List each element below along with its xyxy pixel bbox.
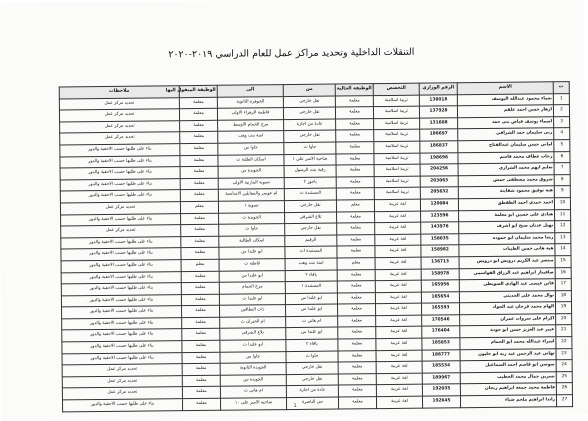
cell-job: معلمة — [338, 373, 376, 385]
cell-spec: تربية اسلامية — [373, 95, 419, 107]
cell-to: اسكان الطلبة ث — [218, 154, 284, 166]
cell-seq: 1 — [553, 93, 569, 105]
cell-req-job: معلمة — [182, 352, 220, 364]
cell-name: اماني حسن سليمان عبدالفتاح — [458, 140, 554, 153]
cell-job: معلمة — [336, 153, 374, 165]
cell-req-job: معلمة — [182, 398, 220, 410]
cell-req-job: معلمة — [181, 294, 219, 306]
cell-job: معلم — [336, 200, 374, 212]
cell-seq: 24 — [556, 360, 572, 372]
cell-job: معلمة — [338, 385, 376, 397]
cell-to: قاطنة ث — [219, 258, 285, 270]
cell-req-job: معلمة — [179, 97, 217, 109]
cell-id: 138018 — [419, 94, 457, 106]
cell-id: 205632 — [420, 187, 458, 199]
cell-name: ازهار حسن احمد علقم — [457, 105, 553, 118]
cell-to: ام الحيران ث — [220, 316, 286, 328]
cell-from: المستندة اث — [285, 246, 337, 258]
cell-spec: لغة عربية — [376, 350, 422, 362]
cell-notes: تحديد مركز عمل — [60, 202, 180, 215]
cell-notes: تحديد مركز عمل — [61, 225, 181, 238]
cell-id: 186777 — [422, 349, 460, 361]
cell-notes: بناء على طلبها حسب الاحقية والدور — [61, 213, 181, 226]
cell-seq: 13 — [555, 232, 571, 244]
cell-req-job: معلمة — [182, 329, 220, 341]
cell-to: جاوا س — [220, 351, 286, 363]
cell-notes: بناء على طلبها حسب الاحقية والدور — [60, 144, 180, 157]
cell-name: ربى سليمان حمد الشراقي — [458, 128, 554, 141]
cell-spec: تربية اسلامية — [374, 118, 420, 130]
cell-name: فاطمة محمد جمعة ابراهيم ريحان — [460, 383, 556, 396]
header-from: من — [283, 84, 335, 96]
transfers-table — [59, 81, 573, 412]
cell-notes: بناء على طلبها حسب الاحقية والدور — [61, 271, 181, 284]
cell-notes: تحديد مركز عمل — [62, 387, 182, 400]
cell-notes: بناء على طلبها حسب الاحقية والدور — [61, 260, 181, 273]
cell-seq: 17 — [555, 279, 571, 291]
cell-job: معلمة — [337, 281, 375, 293]
cell-name: راندا ابراهيم ملحم ضياء — [460, 395, 556, 408]
cell-seq: 7 — [554, 163, 570, 175]
cell-notes: بناء على طلبها حسب الاحقية والدور — [62, 352, 182, 365]
cell-to: ابو علندا ث — [220, 340, 286, 352]
cell-from: ياقاء ٢ — [285, 270, 337, 282]
cell-job: معلمة — [337, 269, 375, 281]
cell-to: امنة بنت وهب — [218, 131, 284, 143]
cell-to: ام عويمر والمقابلين الاساسية — [218, 189, 284, 201]
cell-seq: 16 — [555, 267, 571, 279]
cell-from: حي الناصرة — [286, 397, 338, 409]
cell-req-job: معلمة — [180, 132, 218, 144]
header-job: الوظيفة الحالية — [335, 84, 373, 96]
header-req-job: الوظيفة المنقول اليها — [179, 85, 217, 97]
cell-job: معلمة — [337, 292, 375, 304]
cell-name: رحاب عطاف محمد قاسم — [458, 151, 554, 164]
cell-req-job: معلمة — [182, 387, 220, 399]
cell-seq: 12 — [555, 221, 571, 233]
cell-req-job: معلمة — [182, 375, 220, 387]
cell-to: مرج الحمام — [219, 282, 285, 294]
cell-spec: لغة عربية — [375, 292, 421, 304]
cell-to: تسوية ١ — [218, 201, 284, 213]
cell-seq: 5 — [554, 140, 570, 152]
cell-req-job: معلمة — [180, 155, 218, 167]
cell-name: نعايم ايهم محمد الشراري — [458, 163, 554, 176]
cell-from: نقل خارجي — [284, 130, 336, 142]
cell-from: جاوا ث — [284, 142, 336, 154]
cell-job: معلمة — [337, 223, 375, 235]
cell-name: صافيناز ابراهيم عبد الرزاق القواسمي — [459, 267, 555, 280]
cell-notes: بناء على طلبها حسب الاحقية والدور — [61, 236, 181, 249]
cell-seq: 9 — [554, 186, 570, 198]
cell-job: معلمة — [338, 304, 376, 316]
cell-spec: لغة عربية — [376, 361, 422, 373]
cell-id: 165654 — [421, 291, 459, 303]
cell-to: الجويدة س — [220, 374, 286, 386]
cell-to: الجويدة ث — [219, 212, 285, 224]
cell-name: احمد حمدي احمد الطقطق — [458, 198, 554, 211]
header-seq: ت — [553, 82, 569, 94]
cell-id: 185853 — [422, 338, 460, 350]
cell-name: نسرين جمال محمد الخطيب — [460, 372, 556, 385]
cell-notes: بناء على طلبها حسب الاحقية والدور — [61, 248, 181, 261]
cell-from: نقل خارجي — [286, 362, 338, 374]
cell-to: ذات النطاقين — [220, 305, 286, 317]
cell-id: 158982 — [421, 245, 459, 257]
cell-from: رقية بنت الرسول — [284, 165, 336, 177]
cell-from: ابو علندا س — [286, 328, 338, 340]
cell-notes: تحديد مركز عمل — [62, 364, 182, 377]
cell-id: 120084 — [420, 199, 458, 211]
cell-name: فاتن عيسى عبد الهادي السويطي — [459, 279, 555, 292]
cell-spec: لغة عربية — [375, 257, 421, 269]
cell-name: هبة توفيق محمود شفاينة — [458, 186, 554, 199]
cell-from: عادة من اجازة — [286, 385, 338, 397]
cell-name: هنادي علي حسين ابو معلمة — [459, 209, 555, 222]
cell-id: 165956 — [421, 280, 459, 292]
cell-req-job: معلمة — [182, 364, 220, 376]
cell-notes: بناء على طلبها حسب الاحقية والدور — [62, 318, 182, 331]
cell-notes: بناء على طلبها حسب الاحقية والدور — [60, 155, 180, 168]
cell-req-job: معلمة — [180, 190, 218, 202]
cell-spec: تربية اسلامية — [374, 188, 420, 200]
cell-req-job: معلمة — [179, 108, 217, 120]
cell-from: جاوا ث — [286, 351, 338, 363]
cell-id: 165593 — [421, 303, 459, 315]
cell-spec: تربية اسلامية — [374, 164, 420, 176]
cell-seq: 3 — [554, 116, 570, 128]
cell-spec: لغة عربية — [376, 373, 422, 385]
cell-to: ابو علندا س — [219, 247, 285, 259]
cell-notes: بناء على طلبها حسب الاحقية والدور — [61, 294, 181, 307]
cell-req-job: معلمة — [181, 271, 219, 283]
cell-notes: بناء على طلبها حسب الاحقية والدور — [62, 306, 182, 319]
cell-req-job: معلمة — [181, 236, 219, 248]
cell-id: 143976 — [421, 222, 459, 234]
cell-req-job: معلمة — [182, 340, 220, 352]
cell-seq: 18 — [555, 290, 571, 302]
cell-from: امنة بنت وهب — [285, 258, 337, 270]
cell-req-job: معلمة — [181, 282, 219, 294]
cell-req-job: معلمة — [180, 143, 218, 155]
cell-spec: لغة عربية — [375, 280, 421, 292]
cell-job: معلمة — [338, 362, 376, 374]
cell-req-job: معلمة — [180, 178, 218, 190]
cell-notes: تحديد مركز عمل — [62, 376, 182, 389]
cell-name: اكرام علي سروات عمران — [460, 314, 556, 327]
cell-seq: 4 — [554, 128, 570, 140]
cell-seq: 11 — [555, 209, 571, 221]
cell-to: جاوا س — [218, 143, 284, 155]
document-title: التنقلات الداخلية وتحديد مراكز عمل للعام الدراسي ٢٠١٩-٢٠٢٠ — [168, 46, 415, 61]
cell-job: معلمة — [337, 211, 375, 223]
cell-id: 186697 — [420, 129, 458, 141]
cell-job: معلمة — [336, 188, 374, 200]
cell-seq: 22 — [556, 337, 572, 349]
cell-req-job: معلمة — [182, 306, 220, 318]
cell-spec: لغة عربية — [375, 303, 421, 315]
cell-to: مرج الحمام الاوسط — [218, 119, 284, 131]
cell-seq: 20 — [556, 313, 572, 325]
cell-job: معلمة — [335, 107, 373, 119]
cell-name: شروق محمد مصطفى حمش — [458, 175, 554, 188]
cell-from: المستندة ث — [284, 188, 336, 200]
cell-job: معلمة — [338, 327, 376, 339]
cell-notes: تحديد مركز عمل — [60, 132, 180, 145]
cell-notes: بناء على طلبها حسب الاحقية والدور — [60, 167, 180, 180]
cell-spec: لغة عربية — [375, 234, 421, 246]
cell-name: منتصر عبد الكريم درويش ابو درويش — [459, 256, 555, 269]
cell-job: معلمة — [336, 118, 374, 130]
cell-id: 158035 — [421, 233, 459, 245]
cell-name: الهام محمد فرحان عبد الجواد — [459, 302, 555, 315]
header-id: الرقم الوزاري — [419, 83, 457, 95]
cell-job: معلمة — [337, 246, 375, 258]
cell-from: ابو علندا س — [285, 293, 337, 305]
cell-seq: 8 — [554, 174, 570, 186]
cell-req-job: معلم — [181, 259, 219, 271]
cell-name: عبير عبد العزيز حسن ابو جودة — [460, 325, 556, 338]
cell-spec: تربية اسلامية — [374, 153, 420, 165]
cell-seq: 2 — [553, 105, 569, 117]
cell-from: المستندة ١ — [285, 281, 337, 293]
cell-req-job: معلمة — [181, 213, 219, 225]
cell-spec: لغة عربية — [374, 199, 420, 211]
cell-spec: لغة عربية — [376, 315, 422, 327]
cell-id: 137928 — [419, 106, 457, 118]
cell-spec: تربية اسلامية — [374, 176, 420, 188]
cell-from: عادة من اجازة — [284, 119, 336, 131]
cell-to: فاطمة الزهراء الاولى — [217, 108, 283, 120]
cell-name: سوسن ابو قاسم احمد السماعيل — [460, 360, 556, 373]
cell-seq: 21 — [556, 325, 572, 337]
cell-seq: 14 — [555, 244, 571, 256]
cell-id: 186837 — [420, 141, 458, 153]
cell-job: معلمة — [336, 165, 374, 177]
cell-req-job: معلمة — [180, 166, 218, 178]
cell-job: معلمة — [336, 130, 374, 142]
cell-spec: لغة عربية — [375, 245, 421, 257]
cell-id: 131608 — [420, 118, 458, 130]
cell-name: رشا محمد سليمان ابو حموده — [459, 232, 555, 245]
cell-job: معلمة — [338, 350, 376, 362]
cell-seq: 25 — [556, 371, 572, 383]
cell-notes: بناء على طلبها حسب الاحقية والدور — [60, 178, 180, 191]
cell-notes: بناء على طلبها حسب الاحقية والدور — [61, 283, 181, 296]
cell-id: 203063 — [420, 176, 458, 188]
cell-to: جاوا ث — [219, 224, 285, 236]
cell-from: نقل خارجي — [286, 374, 338, 386]
cell-seq: 6 — [554, 151, 570, 163]
cell-seq: 15 — [555, 255, 571, 267]
cell-to: تسوية المازنية الاولى — [218, 177, 284, 189]
cell-spec: تربية اسلامية — [374, 130, 420, 142]
cell-id: 158978 — [421, 268, 459, 280]
cell-name: تهاني عبد الرحمن عبد ربه ابو خليون — [460, 348, 556, 361]
cell-to: ام هاني ث — [220, 386, 286, 398]
header-notes: ملاحظات — [59, 86, 179, 99]
cell-seq: 26 — [556, 383, 572, 395]
cell-name: نعماء محمود عبدالله اليوسف — [457, 93, 553, 106]
cell-spec: لغة عربية — [376, 396, 422, 408]
cell-name: هبة هاني حسن الطيبات — [459, 244, 555, 257]
cell-job: معلمة — [336, 176, 374, 188]
cell-notes: بناء على طلبها حسب الاحقية والدور — [62, 399, 182, 412]
header-to: الى — [217, 85, 283, 97]
cell-to: ابو علندا س — [219, 270, 285, 282]
cell-from: نقل خارجي — [283, 96, 335, 108]
cell-from: نقل خارجي — [283, 107, 335, 119]
cell-job: معلمة — [338, 316, 376, 328]
cell-spec: لغة عربية — [376, 338, 422, 350]
table-body — [59, 93, 572, 411]
cell-req-job: معلمة — [180, 120, 218, 132]
cell-to: ابو علندا ث — [219, 293, 285, 305]
cell-id: 170546 — [422, 315, 460, 327]
cell-to: ضاحية الامير علي ١٠ — [220, 398, 286, 410]
cell-name: اسماء يوسف فياض بني حمد — [458, 117, 554, 130]
cell-req-job: معلمة — [181, 224, 219, 236]
cell-to: اسكان الطالبة — [219, 235, 285, 247]
cell-from: ياجوز ٢ — [284, 177, 336, 189]
header-name: الاسم — [457, 82, 553, 95]
cell-notes: تحديد مركز عمل — [59, 109, 179, 122]
cell-from: ابو علندا س — [286, 304, 338, 316]
cell-from: الرقيم — [285, 235, 337, 247]
cell-job: معلم — [337, 258, 375, 270]
cell-id: 176404 — [422, 326, 460, 338]
cell-from: نقل خارجي — [284, 200, 336, 212]
cell-job: معلمة — [338, 397, 376, 409]
cell-seq: 27 — [556, 395, 572, 407]
cell-seq: 19 — [555, 302, 571, 314]
cell-job: معلمة — [335, 95, 373, 107]
cell-notes: تحديد مركز عمل — [60, 120, 180, 133]
cell-name: نوال محمد علي الحديثي — [459, 290, 555, 303]
page-number: 1 — [293, 402, 297, 410]
cell-id: 192645 — [422, 396, 460, 408]
cell-id: 189967 — [422, 373, 460, 385]
cell-req-job: معلم — [180, 201, 218, 213]
cell-to: الجويدة الثانوية — [220, 363, 286, 375]
cell-id: 204256 — [420, 164, 458, 176]
cell-req-job: معلمة — [182, 317, 220, 329]
cell-id: 198696 — [420, 152, 458, 164]
cell-spec: لغة عربية — [375, 269, 421, 281]
cell-to: تلاع الشرقي — [220, 328, 286, 340]
cell-job: معلمة — [336, 142, 374, 154]
cell-id: 123596 — [421, 210, 459, 222]
cell-from: تلاع الشرقي — [285, 212, 337, 224]
cell-notes: بناء على طلبها حسب الاحقية والدور — [62, 329, 182, 342]
cell-from: نقل خارجي — [285, 223, 337, 235]
cell-notes: بناء على طلبها حسب الاحقية والدور — [62, 341, 182, 354]
cell-spec: لغة عربية — [376, 385, 422, 397]
cell-from: ام هاني ث — [286, 316, 338, 328]
cell-spec: لغة عربية — [375, 211, 421, 223]
cell-spec: لغة عربية — [376, 327, 422, 339]
cell-from: ضاحية الامير علي ١ — [284, 154, 336, 166]
cell-spec: تربية اسلامية — [374, 141, 420, 153]
cell-notes: تحديد مركز عمل — [59, 97, 179, 110]
cell-spec: تربية اسلامية — [373, 106, 419, 118]
cell-seq: 23 — [556, 348, 572, 360]
cell-req-job: معلمة — [181, 248, 219, 260]
header-spec: التخصص — [373, 83, 419, 95]
cell-to: الجوهرة الثانوية — [217, 96, 283, 108]
cell-name: اسراء عبدالله محمد ابو الحمام — [460, 337, 556, 350]
cell-seq: 10 — [554, 198, 570, 210]
cell-job: معلمة — [337, 234, 375, 246]
cell-to: الجويدة س — [218, 166, 284, 178]
cell-job: معلمة — [338, 339, 376, 351]
cell-from: ياقاء ٢ — [286, 339, 338, 351]
cell-name: نهيل عدنان صبح ابو اشرف — [459, 221, 555, 234]
cell-spec: لغة عربية — [375, 222, 421, 234]
cell-notes: بناء على طلبها حسب الاحقية والدور — [60, 190, 180, 203]
cell-id: 192035 — [422, 384, 460, 396]
cell-id: 136713 — [421, 257, 459, 269]
cell-id: 185534 — [422, 361, 460, 373]
